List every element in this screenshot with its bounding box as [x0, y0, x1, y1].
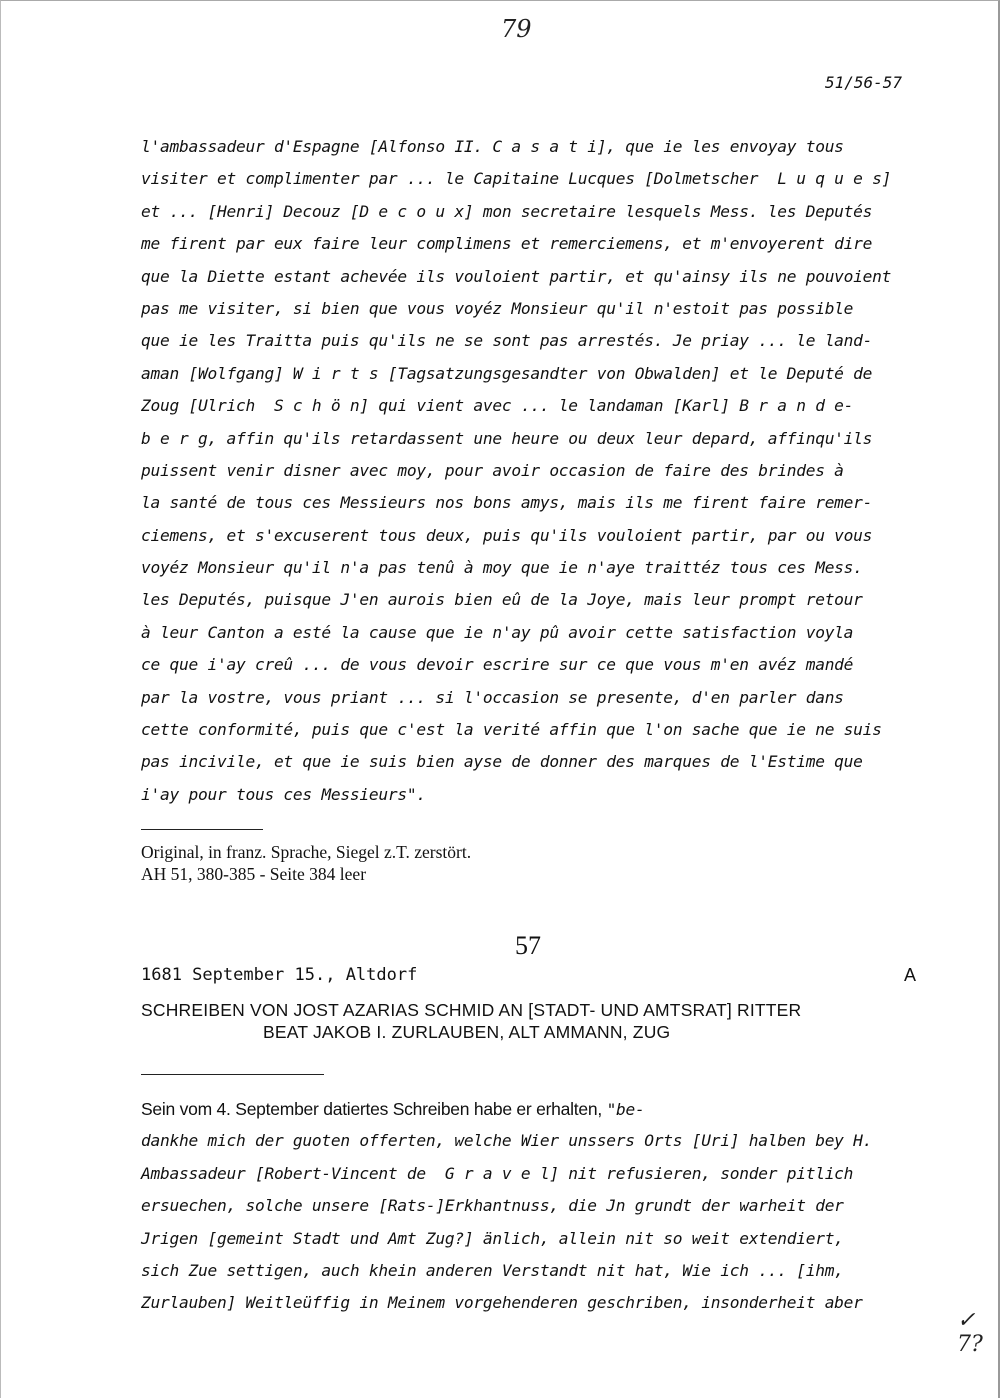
- text-line: puissent venir disner avec moy, pour avoir occasion de faire des brindes à: [141, 460, 844, 480]
- quote-start: "be-: [606, 1100, 645, 1119]
- date-place: 1681 September 15., Altdorf: [141, 965, 418, 985]
- heading-line: SCHREIBEN VON JOST AZARIAS SCHMID AN [STADT- UND AMTSRAT] RITTER: [141, 1000, 802, 1020]
- source-note: [141, 841, 471, 885]
- text-line: sich Zue settigen, auch khein anderen Verstandt nit hat, Wie ich ... [ihm,: [141, 1260, 844, 1280]
- text-line: cette conformité, puis que c'est la verité affin que l'on sache que ie ne suis: [141, 720, 882, 740]
- text-line: dankhe mich der guoten offerten, welche Wier unssers Orts [Uri] halben bey H.: [141, 1131, 873, 1151]
- entry-heading: [141, 999, 921, 1043]
- text-line: voyéz Monsieur qu'il n'a pas tenû à moy que ie n'aye traittéz tous ces Mess.: [141, 558, 863, 578]
- text-line: pas incivile, et que ie suis bien ayse de donner des marques de l'Estime que: [141, 752, 863, 772]
- check-mark: ✓: [957, 1308, 976, 1333]
- handwritten-number: 7?: [957, 1332, 983, 1357]
- divider-rule: [141, 829, 263, 830]
- category-letter: A: [903, 965, 916, 985]
- text-line: que la Diette estant achevée ils vouloient partir, et qu'ainsy ils ne pouvoient: [141, 266, 892, 286]
- text-line: b e r g, affin qu'ils retardassent une heure ou deux leur depard, affinqu'ils: [141, 428, 873, 448]
- text-line: Jrigen [gemeint Stadt und Amt Zug?] änlich, allein nit so weit extendiert,: [141, 1228, 844, 1248]
- text-line: ce que i'ay creû ... de vous devoir escrire sur ce que vous m'en avéz mandé: [141, 655, 854, 675]
- text-line: pas me visiter, si bien que vous voyéz Monsieur qu'il n'estoit pas possible: [141, 298, 854, 318]
- text-line: Zoug [Ulrich S c h ö n] qui vient avec ... le landaman [Karl] B r a n d e-: [141, 396, 854, 416]
- text-line: l'ambassadeur d'Espagne [Alfonso II. C a s a t i], que ie les envoyay tous: [141, 137, 844, 156]
- document-number: 57: [515, 931, 541, 960]
- text-line: que ie les Traitta puis qu'ils ne se sont pas arrestés. Je priay ... le land-: [141, 331, 873, 351]
- summary-text: Sein vom 4. September datiertes Schreiben habe er erhalten,: [141, 1099, 607, 1119]
- text-line: aman [Wolfgang] W i r t s [Tagsatzungsgesandter von Obwalden] et le Deputé de: [141, 363, 873, 383]
- text-line: me firent par eux faire leur complimens et remerciemens, et m'envoyerent dire: [141, 234, 873, 254]
- divider-rule: [141, 1074, 324, 1075]
- text-line: visiter et complimenter par ... le Capitaine Lucques [Dolmetscher L u q u e s]: [141, 169, 892, 189]
- text-line: Ambassadeur [Robert-Vincent de G r a v e l] nit refusieren, sonder pitlich: [141, 1163, 854, 1183]
- page-reference: 51/56-57: [824, 73, 902, 92]
- text-line: [141, 1093, 931, 1125]
- handwritten-page-number: 79: [501, 15, 532, 43]
- source-note-line: AH 51, 380-385 - Seite 384 leer: [141, 864, 367, 884]
- text-line: i'ay pour tous ces Messieurs".: [141, 784, 426, 804]
- letter-body: [141, 131, 931, 811]
- text-line: et ... [Henri] Decouz [D e c o u x] mon secretaire lesquels Mess. les Deputés: [141, 201, 873, 221]
- text-line: Zurlauben] Weitleüffig in Meinem vorgehenderen geschriben, insonderheit aber: [141, 1293, 863, 1313]
- source-note-line: Original, in franz. Sprache, Siegel z.T. zerstört.: [141, 842, 472, 862]
- heading-line: BEAT JAKOB I. ZURLAUBEN, ALT AMMANN, ZUG: [263, 1022, 671, 1042]
- text-line: par la vostre, vous priant ... si l'occasion se presente, d'en parler dans: [141, 687, 844, 707]
- handwritten-bottom-mark: [957, 1309, 983, 1357]
- text-line: ciemens, et s'excuserent tous deux, puis qu'ils vouloient partir, par ou vous: [141, 525, 873, 545]
- text-line: à leur Canton a esté la cause que ie n'ay pû avoir cette satisfaction voyla: [141, 622, 854, 642]
- date-line: [141, 965, 916, 985]
- text-line: les Deputés, puisque J'en aurois bien eû de la Joye, mais leur prompt retour: [141, 590, 863, 610]
- text-line: ersuechen, solche unsere [Rats-]Erkhantnuss, die Jn grundt der warheit der: [141, 1196, 844, 1216]
- entry-body: [141, 1093, 931, 1320]
- text-line: la santé de tous ces Messieurs nos bons amys, mais ils me firent faire remer-: [141, 493, 873, 513]
